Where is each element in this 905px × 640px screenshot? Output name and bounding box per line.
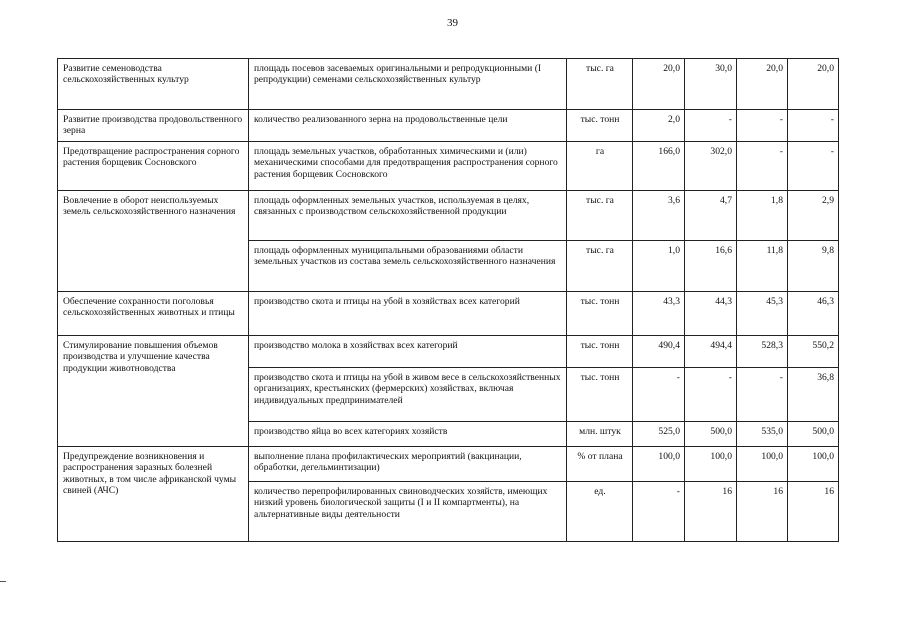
table-row — [58, 142, 839, 191]
value-cell: 490,4 — [633, 336, 685, 368]
value-cell: 45,3 — [737, 292, 788, 336]
value-cell: - — [633, 368, 685, 422]
value-cell: 16,6 — [685, 241, 737, 292]
table-row — [58, 191, 839, 241]
unit-cell: % от плана — [567, 447, 633, 482]
value-cell: 20,0 — [633, 59, 685, 110]
table-row — [58, 59, 839, 110]
value-cell: - — [685, 110, 737, 142]
indicator-name-cell: количество перепрофилированных свиноводческих хозяйств, имеющих низкий уровень биологической защиты (I и II компартменты), на альтернативные виды деятельности — [249, 482, 567, 542]
indicators-table — [57, 58, 839, 542]
unit-cell: га — [567, 142, 633, 191]
unit-cell: тыс. га — [567, 241, 633, 292]
value-cell: - — [737, 368, 788, 422]
value-cell: 100,0 — [685, 447, 737, 482]
indicator-name-cell: площадь земельных участков, обработанных химическими и (или) механическими способами для предотвращения распространения сорного растения борщевик Сосновского — [249, 142, 567, 191]
value-cell: 9,8 — [788, 241, 839, 292]
goal-cell: Обеспечение сохранности поголовья сельскохозяйственных животных и птицы — [58, 292, 249, 336]
indicator-name-cell: производство скота и птицы на убой в хозяйствах всех категорий — [249, 292, 567, 336]
indicator-name-cell: производство яйца во всех категориях хозяйств — [249, 422, 567, 447]
table-body — [58, 59, 839, 542]
table-row — [58, 110, 839, 142]
value-cell: 16 — [685, 482, 737, 542]
value-cell: 525,0 — [633, 422, 685, 447]
edge-mark — [0, 581, 6, 582]
value-cell: 528,3 — [737, 336, 788, 368]
value-cell: 550,2 — [788, 336, 839, 368]
indicator-name-cell: выполнение плана профилактических мероприятий (вакцинации, обработки, дегельминтизации) — [249, 447, 567, 482]
goal-cell: Стимулирование повышения объемов производства и улучшение качества продукции животноводства — [58, 336, 249, 447]
value-cell: 494,4 — [685, 336, 737, 368]
value-cell: - — [737, 142, 788, 191]
page-number: 39 — [447, 17, 458, 29]
table-row — [58, 447, 839, 482]
unit-cell: млн. штук — [567, 422, 633, 447]
value-cell: 1,0 — [633, 241, 685, 292]
value-cell: 16 — [788, 482, 839, 542]
goal-cell: Развитие производства продовольственного зерна — [58, 110, 249, 142]
value-cell: 100,0 — [788, 447, 839, 482]
value-cell: - — [788, 142, 839, 191]
goal-cell: Предотвращение распространения сорного растения борщевик Сосновского — [58, 142, 249, 191]
value-cell: 500,0 — [685, 422, 737, 447]
indicator-name-cell: производство молока в хозяйствах всех категорий — [249, 336, 567, 368]
unit-cell: тыс. тонн — [567, 292, 633, 336]
indicator-name-cell: площадь оформленных земельных участков, используемая в целях, связанных с производством сельскохозяйственной продукции — [249, 191, 567, 241]
value-cell: 11,8 — [737, 241, 788, 292]
value-cell: 100,0 — [737, 447, 788, 482]
value-cell: 20,0 — [737, 59, 788, 110]
value-cell: 3,6 — [633, 191, 685, 241]
value-cell: 30,0 — [685, 59, 737, 110]
value-cell: - — [633, 482, 685, 542]
goal-cell: Развитие семеноводства сельскохозяйственных культур — [58, 59, 249, 110]
table-row — [58, 336, 839, 368]
value-cell: 500,0 — [788, 422, 839, 447]
value-cell: 1,8 — [737, 191, 788, 241]
indicator-name-cell: площадь оформленных муниципальными образованиями области земельных участков из состава земель сельскохозяйственного назначения — [249, 241, 567, 292]
value-cell: 20,0 — [788, 59, 839, 110]
unit-cell: тыс. тонн — [567, 336, 633, 368]
goal-cell: Предупреждение возникновения и распространения заразных болезней животных, в том числе африканской чумы свиней (АЧС) — [58, 447, 249, 542]
goal-cell: Вовлечение в оборот неиспользуемых земель сельскохозяйственного назначения — [58, 191, 249, 292]
unit-cell: тыс. тонн — [567, 110, 633, 142]
value-cell: 535,0 — [737, 422, 788, 447]
value-cell: 16 — [737, 482, 788, 542]
value-cell: 302,0 — [685, 142, 737, 191]
unit-cell: тыс. га — [567, 59, 633, 110]
value-cell: 43,3 — [633, 292, 685, 336]
value-cell: 100,0 — [633, 447, 685, 482]
unit-cell: тыс. га — [567, 191, 633, 241]
indicator-name-cell: площадь посевов засеваемых оригинальными и репродукционными (I репродукции) семенами сельскохозяйственных культур — [249, 59, 567, 110]
value-cell: 44,3 — [685, 292, 737, 336]
value-cell: 2,0 — [633, 110, 685, 142]
value-cell: 4,7 — [685, 191, 737, 241]
value-cell: 2,9 — [788, 191, 839, 241]
indicator-name-cell: количество реализованного зерна на продовольственные цели — [249, 110, 567, 142]
value-cell: 36,8 — [788, 368, 839, 422]
value-cell: 166,0 — [633, 142, 685, 191]
value-cell: - — [685, 368, 737, 422]
value-cell: - — [788, 110, 839, 142]
value-cell: - — [737, 110, 788, 142]
unit-cell: тыс. тонн — [567, 368, 633, 422]
table-row — [58, 292, 839, 336]
unit-cell: ед. — [567, 482, 633, 542]
value-cell: 46,3 — [788, 292, 839, 336]
indicator-name-cell: производство скота и птицы на убой в живом весе в сельскохозяйственных организациях, крестьянских (фермерских) хозяйствах, включая индивидуальных предпринимателей — [249, 368, 567, 422]
